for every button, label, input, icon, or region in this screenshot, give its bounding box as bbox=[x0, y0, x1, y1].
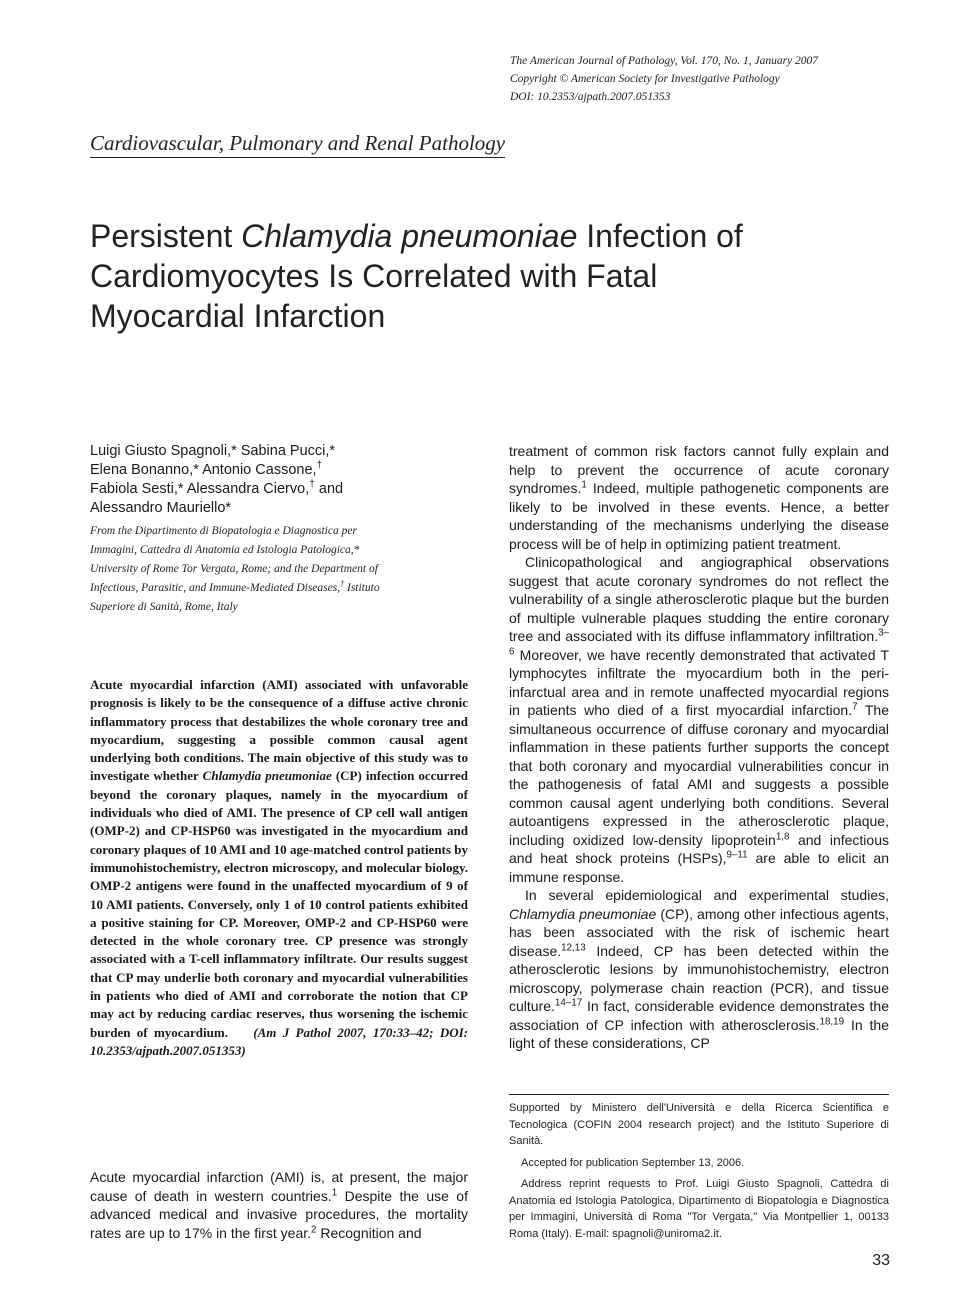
title-line-3: Myocardial Infarction bbox=[90, 298, 386, 334]
footnote-divider bbox=[509, 1094, 889, 1095]
author-line: Alessandro Mauriello* bbox=[90, 500, 232, 516]
abstract: Acute myocardial infarction (AMI) associated with unfavorable prognosis is likely to be the consequence of a diffuse active chronic inflammatory process that destabilizes the whole coronary tree and myocardium, suggesting a possible common causal agent underlying both conditions. The main objective of this study was to investigate whether Chlamydia pneumoniae (CP) infection occurred beyond the coronary plaques, namely in the myocardium of individuals who died of AMI. The presence of CP cell wall antigen (OMP-2) and CP-HSP60 was investigated in the myocardium and coronary plaques of 10 AMI and 10 age-matched control patients by immunohistochemistry, electron microscopy, and molecular biology. OMP-2 antigens were found in the unaffected myocardium of 9 of 10 AMI patients. Conversely, only 1 of 10 control patients exhibited a positive staining for CP. Moreover, OMP-2 and CP-HSP60 were detected in the whole coronary tree. CP presence was strongly associated with a T-cell inflammatory infiltrate. Our results suggest that CP may underlie both coronary and myocardial vulnerabilities in patients who died of AMI and corroborate the notion that CP may act by reducing cardiac reserves, thus worsening the ischemic burden of myocardium. (Am J Pathol 2007, 170:33–42; DOI: 10.2353/ajpath.2007.051353) bbox=[90, 677, 468, 1058]
journal-citation-header bbox=[510, 52, 910, 106]
doi-line: DOI: 10.2353/ajpath.2007.051353 bbox=[510, 91, 671, 103]
footnotes bbox=[509, 1100, 889, 1247]
title-species-name: Chlamydia pneumoniae bbox=[241, 218, 578, 254]
title-line-1: Persistent Chlamydia pneumoniae Infection of bbox=[90, 218, 743, 254]
copyright-line: Copyright © American Society for Investigative Pathology bbox=[510, 73, 780, 85]
accepted-note: Accepted for publication September 13, 2006. bbox=[521, 1156, 745, 1169]
journal-volume-line: The American Journal of Pathology, Vol. 170, No. 1, January 2007 bbox=[510, 55, 819, 67]
title-line-2: Cardiomyocytes Is Correlated with Fatal bbox=[90, 258, 658, 294]
introduction-paragraph: Acute myocardial infarction (AMI) is, at present, the major cause of death in western countries.$^1$ Despite the use of advanced medical and invasive procedures, the mortality rates are up to 17% in the first year.$^2$ Recognition and bbox=[90, 1169, 468, 1241]
article-title bbox=[90, 216, 850, 336]
abstract-citation: (Am J Pathol 2007, 170:33–42; DOI: 10.2353/ajpath.2007.051353) bbox=[90, 1024, 468, 1058]
author-list bbox=[90, 442, 468, 518]
author-block bbox=[90, 442, 468, 617]
page-number: 33 bbox=[872, 1252, 890, 1269]
body-paragraph: treatment of common risk factors cannot fully explain and help to prevent the occurrence of acute coronary syndromes.$^1$ Indeed, multiple pathogenetic components are likely to be involved in these events. Hence, a better understanding of the mechanisms underlying the disease process will be of help in optimizing patient treatment. bbox=[509, 443, 889, 552]
author-line: Luigi Giusto Spagnoli,* Sabina Pucci,* bbox=[90, 443, 336, 459]
funding-note: Supported by Ministero dell'Università e della Ricerca Scientifica e Tecnologica (COFIN 2004 research project) and the Istituto Superiore di Sanità. bbox=[509, 1102, 889, 1147]
reference-mark: 2 bbox=[311, 1223, 317, 1235]
author-line: Fabiola Sesti,* Alessandra Ciervo,† and bbox=[90, 479, 344, 497]
reference-mark: 1 bbox=[331, 1186, 338, 1198]
correspondence-note: Address reprint requests to Prof. Luigi Giusto Spagnoli, Cattedra di Anatomia ed Istologia Patologica, Dipartimento di Biopatologia e Diagnostica per Immagini, Università di Roma "Tor Vergata," Via Montpellier 1, 00133 Roma (Italy). E-mail: spagnoli@uniroma2.it. bbox=[509, 1178, 889, 1240]
section-heading: Cardiovascular, Pulmonary and Renal Pathology bbox=[90, 130, 505, 158]
affiliation: From the Dipartimento di Biopatologia e Diagnostica per Immagini, Cattedra di Anatomia ed Istologia Patologica,* University of Rome Tor Vergata, Rome; and the Department of Infectious, Parasitic, and Immune-Mediated Diseases,† Istituto Superiore di Sanità, Rome, Italy bbox=[90, 525, 380, 613]
body-paragraph: In several epidemiological and experimental studies, Chlamydia pneumoniae (CP), among other infectious agents, has been associated with the risk of ischemic heart disease.$^{12,13}$ Indeed, CP has been detected within the atherosclerotic lesions by immunohistochemistry, electron microscopy, polymerase chain reaction (PCR), and tissue culture.$^{14-17}$ In fact, considerable evidence demonstrates the association of CP infection with atherosclerosis.$^{18,19}$ In the light of these considerations, CP bbox=[509, 887, 889, 1051]
author-line: Elena Bonanno,* Antonio Cassone,† bbox=[90, 460, 323, 478]
body-paragraph: Clinicopathological and angiographical observations suggest that acute coronary syndromes do not reflect the vulnerability of a single atherosclerotic plaque but the burden of multiple vulnerable plaques studding the entire coronary tree and associated with its diffuse inflammatory infiltration.$^{3-6}$ Moreover, we have recently demonstrated that activated T lymphocytes infiltrate the myocardium both in the peri-infarctual area and in remote unaffected myocardial regions in patients who died of a first myocardial infarction.$^7$ The simultaneous occurrence of diffuse coronary and myocardial inflammation in these patients further supports the concept that both coronary and myocardial vulnerabilities concur in the pathogenesis of fatal AMI and suggests a possible common causal agent underlying both conditions. Several autoantigens expressed in the atherosclerotic plaque, including oxidized low-density lipoprotein$^{1,8}$ and infectious and heat shock proteins (HSPs),$^{9-11}$ are able to elicit an immune response. bbox=[509, 554, 889, 885]
right-column-text bbox=[509, 442, 889, 1053]
